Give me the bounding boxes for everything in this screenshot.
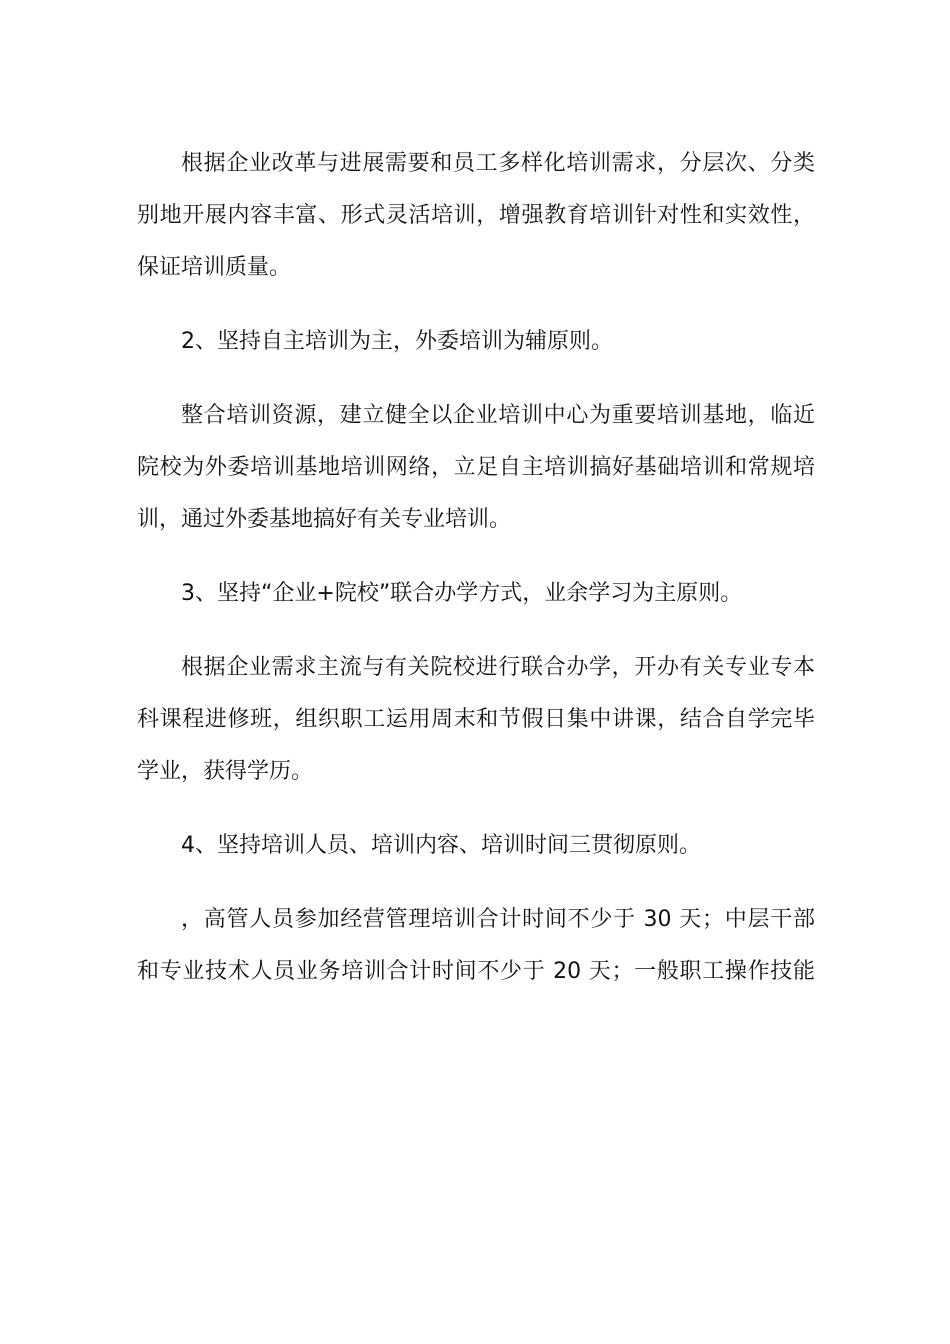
- paragraph-3-line-3: 训，通过外委基地搞好有关专业培训。: [137, 507, 512, 532]
- paragraph-1-line-1: 根据企业改革与进展需要和员工多样化培训需求，分层次、分类: [181, 151, 815, 176]
- paragraph-1-line-3: 保证培训质量。: [137, 255, 292, 280]
- paragraph-7-line-1: ，高管人员参加经营管理培训合计时间不少于 30 天；中层干部: [181, 907, 815, 932]
- paragraph-5-line-2: 科课程进修班，组织职工运用周末和节假日集中讲课，结合自学完毕: [137, 707, 815, 732]
- paragraph-5-line-1: 根据企业需求主流与有关院校进行联合办学，开办有关专业专本: [181, 655, 815, 680]
- paragraph-7-line-2: 和专业技术人员业务培训合计时间不少于 20 天；一般职工操作技能: [137, 959, 815, 984]
- paragraph-5-line-3: 学业，获得学历。: [137, 759, 314, 784]
- document-body: [137, 138, 815, 998]
- principle-3-heading: 3、坚持“企业+院校”联合办学方式，业余学习为主原则。: [181, 581, 743, 606]
- principle-4-heading: 4、坚持培训人员、培训内容、培训时间三贯彻原则。: [181, 833, 701, 858]
- paragraph-1-line-2: 别地开展内容丰富、形式灵活培训，增强教育培训针对性和实效性，: [137, 203, 815, 228]
- paragraph-3-line-2: 院校为外委培训基地培训网络，立足自主培训搞好基础培训和常规培: [137, 455, 815, 480]
- principle-2-heading: 2、坚持自主培训为主，外委培训为辅原则。: [181, 329, 613, 354]
- paragraph-3-line-1: 整合培训资源，建立健全以企业培训中心为重要培训基地，临近: [181, 403, 815, 428]
